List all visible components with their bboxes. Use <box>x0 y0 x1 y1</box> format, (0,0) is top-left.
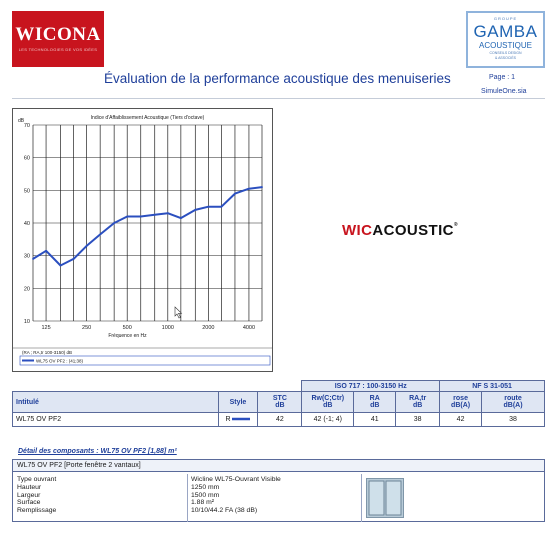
cell-route: 38 <box>482 413 545 427</box>
component-value: Wicline WL75-Ouvrant Visible <box>191 476 281 483</box>
wicona-logo <box>12 11 104 67</box>
gamba-acoustique: ACOUSTIQUE <box>479 41 532 50</box>
col-header-ratr: RA,tr dB <box>396 392 440 413</box>
data-point <box>126 216 128 218</box>
components-divider <box>187 474 188 522</box>
gamba-line4: & ASSOCIÉS <box>494 56 516 60</box>
results-table <box>12 380 545 427</box>
component-label: Surface <box>17 499 41 507</box>
col-header-route: route dB(A) <box>482 392 545 413</box>
y-tick-label: 60 <box>23 155 30 162</box>
legend-entry-label: WL75 OV PF2 : (41;38) <box>36 358 84 364</box>
data-point <box>99 234 101 236</box>
series-line <box>33 187 262 265</box>
col-header-stc: STC dB <box>258 392 302 413</box>
components-body <box>13 474 544 522</box>
component-label: Largeur <box>17 491 41 499</box>
x-tick-label: 500 <box>122 325 132 331</box>
y-tick-label: 30 <box>23 253 30 260</box>
data-point <box>221 206 223 208</box>
file-name: SimuleOne.sia <box>481 88 527 95</box>
data-point <box>140 216 142 218</box>
data-point <box>73 258 75 260</box>
data-point <box>60 265 62 267</box>
data-point <box>261 186 263 188</box>
data-point <box>167 212 169 214</box>
nf-group-header: NF S 31-051 <box>440 381 545 392</box>
component-value: 10/10/44.2 FA (38 dB) <box>191 507 258 515</box>
chart-title: Indice d'Affaiblissement Acoustique (Tiers d'octave) <box>90 115 205 121</box>
style-line-swatch <box>232 417 250 421</box>
header-divider <box>12 98 545 99</box>
component-label: Hauteur <box>17 483 42 491</box>
components-divider <box>361 474 362 522</box>
data-point <box>194 209 196 211</box>
data-point <box>45 250 47 252</box>
iso-group-header: ISO 717 : 100-3150 Hz <box>302 381 440 392</box>
data-point <box>207 206 209 208</box>
col-header-intitule: Intitulé <box>13 392 219 413</box>
col-header-rw: Rw(C;Ctr) dB <box>302 392 354 413</box>
cell-rose: 42 <box>440 413 482 427</box>
y-tick-label: 10 <box>23 319 30 325</box>
data-point <box>234 193 236 195</box>
y-tick-label: 20 <box>23 286 30 293</box>
x-tick-label: 4000 <box>242 325 256 331</box>
cell-ratr: 38 <box>396 413 440 427</box>
x-tick-label: 2000 <box>202 325 215 331</box>
wicona-logo-name: WICONA <box>15 24 101 45</box>
gamba-name: GAMBA <box>473 22 538 41</box>
x-tick-label: 1000 <box>161 325 174 331</box>
wicacoustic-black: ACOUSTIC <box>372 222 454 239</box>
components-header: WL75 OV PF2 [Porte fenêtre 2 vantaux] <box>13 460 544 472</box>
cell-ra: 41 <box>354 413 396 427</box>
y-tick-label: 40 <box>23 221 30 227</box>
component-value: 1500 mm <box>191 491 220 499</box>
wicacoustic-registered: ® <box>453 222 458 228</box>
data-point <box>86 245 88 247</box>
legend-header: (RA ; RA,tr 100-3150) dB <box>22 350 73 355</box>
page-number: Page : 1 <box>489 74 516 81</box>
gamba-logo <box>466 11 545 68</box>
data-point <box>113 222 115 224</box>
component-value: 1.88 m² <box>191 499 215 507</box>
col-header-rose: rose dB(A) <box>440 392 482 413</box>
gamba-groupe: GROUPE <box>493 16 518 21</box>
y-tick-label: 70 <box>23 123 30 129</box>
col-header-ra: RA dB <box>354 392 396 413</box>
x-tick-label: 250 <box>82 325 92 331</box>
cell-intitule: WL75 OV PF2 <box>13 413 219 427</box>
y-axis-label: dB <box>18 118 25 124</box>
component-value: 1250 mm <box>191 483 220 491</box>
components-title[interactable]: Détail des composants : WL75 OV PF2 [1,88] m² <box>18 448 177 455</box>
wicona-logo-tagline: LES TECHNOLOGIES DE VOS IDÉES <box>18 47 98 52</box>
cell-rw: 42 (-1; 4) <box>302 413 354 427</box>
acoustic-chart <box>12 108 273 372</box>
data-point <box>180 217 182 219</box>
cell-style: R <box>218 413 258 427</box>
data-point <box>154 214 156 216</box>
component-label: Type ouvrant <box>17 476 57 483</box>
col-header-style: Style <box>218 392 258 413</box>
component-label: Remplissage <box>17 507 57 515</box>
x-tick-label: 125 <box>41 325 51 331</box>
y-tick-label: 50 <box>23 188 30 195</box>
data-point <box>248 188 250 190</box>
components-values <box>191 476 281 515</box>
cell-stc: 42 <box>258 413 302 427</box>
components-box <box>12 459 545 522</box>
gamba-line3: CONSEILS DESIGN <box>489 51 522 55</box>
table-row[interactable] <box>13 413 545 427</box>
wicacoustic-red: WIC <box>342 222 373 239</box>
window-icon <box>366 478 404 518</box>
data-point <box>32 258 34 260</box>
wicacoustic-logo <box>342 222 458 239</box>
x-axis-label: Fréquence en Hz <box>108 333 147 339</box>
components-labels <box>17 476 56 515</box>
page-title: Évaluation de la performance acoustique des menuiseries <box>104 71 451 86</box>
